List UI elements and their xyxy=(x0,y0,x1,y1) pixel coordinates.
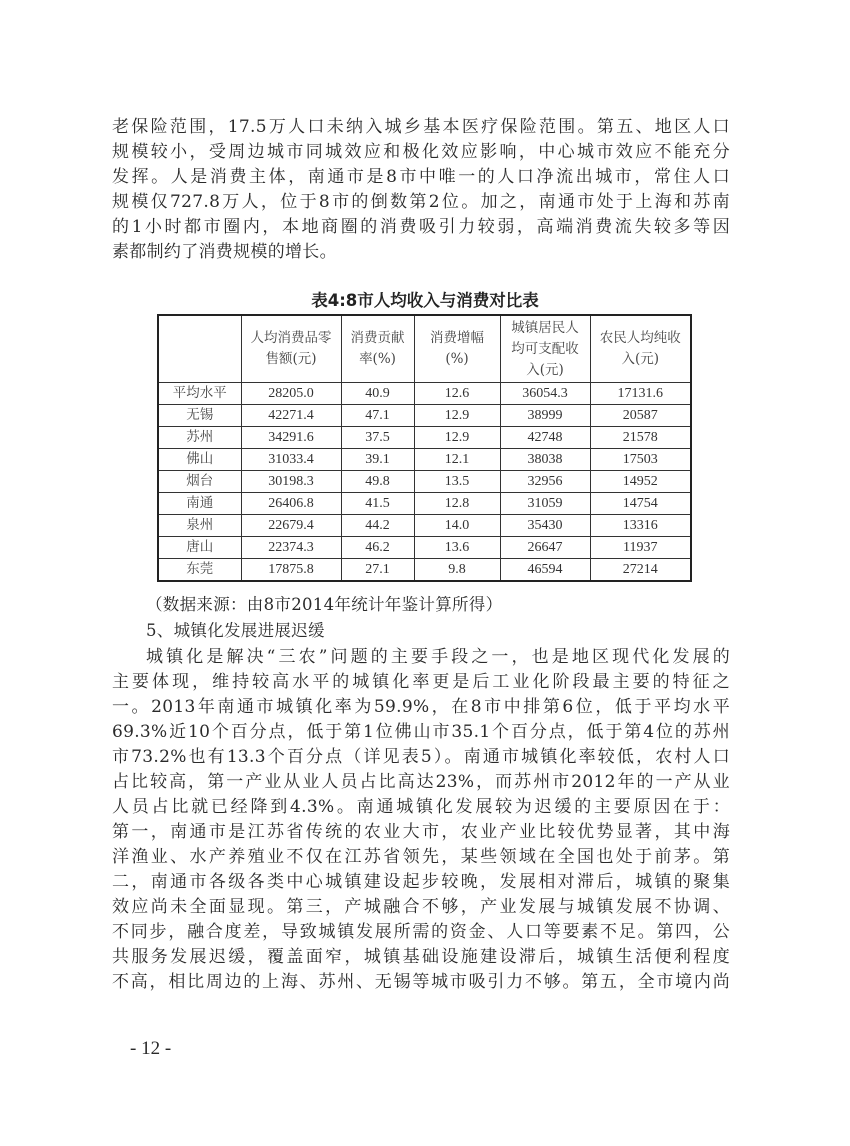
column-header-line: 入(元) xyxy=(621,351,660,367)
table-row xyxy=(158,449,691,471)
text-line: 占比较高，第一产业从业人员占比高达23%，而苏州市2012年的一产从业 xyxy=(112,772,730,792)
page-number: - 12 - xyxy=(130,1038,172,1059)
column-header-line: 农民人均纯收 xyxy=(599,330,681,346)
table-cell: 38999 xyxy=(500,405,590,427)
column-header-line: 城镇居民人 xyxy=(511,319,579,336)
table-header-row xyxy=(158,315,691,383)
column-header xyxy=(590,315,691,383)
row-label: 佛山 xyxy=(158,449,241,471)
comparison-table xyxy=(157,314,692,582)
table-row xyxy=(158,471,691,493)
text-line: 规模较小，受周边城市同城效应和极化效应影响，中心城市效应不能充分 xyxy=(112,142,730,162)
paragraph-top xyxy=(112,115,730,265)
table-cell: 32956 xyxy=(500,471,590,493)
text-line: 洋渔业、水产养殖业不仅在江苏省领先，某些领域在全国也处于前茅。第 xyxy=(112,847,730,867)
text-line: 规模仅727.8万人，位于8市的倒数第2位。加之，南通市处于上海和苏南 xyxy=(112,192,730,212)
table-source-note: （数据来源：由8市2014年统计年鉴计算所得） xyxy=(146,595,503,614)
column-header xyxy=(341,315,414,383)
table-cell: 12.9 xyxy=(414,405,500,427)
text-line: 二，南通市各级各类中心城镇建设起步较晚，发展相对滞后，城镇的聚集 xyxy=(112,872,730,892)
row-label: 烟台 xyxy=(158,471,241,493)
text-line: 效应尚未全面显现。第三，产城融合不够，产业发展与城镇发展不协调、 xyxy=(112,897,730,917)
table-cell: 12.9 xyxy=(414,427,500,449)
table-cell: 38038 xyxy=(500,449,590,471)
table-cell: 12.6 xyxy=(414,383,500,405)
row-label: 泉州 xyxy=(158,515,241,537)
table-cell: 31059 xyxy=(500,493,590,515)
text-line: 城镇化是解决“三农”问题的主要手段之一，也是地区现代化发展的 xyxy=(146,647,730,667)
table-cell: 22374.3 xyxy=(241,537,341,559)
text-line: 主要体现，维持较高水平的城镇化率更是后工业化阶段最主要的特征之 xyxy=(112,672,730,692)
column-header-line: 消费贡献 xyxy=(350,330,405,346)
table-cell: 11937 xyxy=(590,537,691,559)
text-line: 一。2013年南通市城镇化率为59.9%，在8市中排第6位，低于平均水平 xyxy=(112,697,730,717)
paragraph-main xyxy=(112,645,730,995)
row-label: 东莞 xyxy=(158,559,241,582)
row-label: 平均水平 xyxy=(158,383,241,405)
section-heading: 5、城镇化发展进展迟缓 xyxy=(146,621,325,640)
table-cell: 35430 xyxy=(500,515,590,537)
table-row xyxy=(158,427,691,449)
table-cell: 44.2 xyxy=(341,515,414,537)
table-cell: 22679.4 xyxy=(241,515,341,537)
table-cell: 36054.3 xyxy=(500,383,590,405)
table-cell: 13316 xyxy=(590,515,691,537)
table-cell: 17131.6 xyxy=(590,383,691,405)
column-header-line: (%) xyxy=(445,351,469,367)
table-cell: 21578 xyxy=(590,427,691,449)
table-cell: 27.1 xyxy=(341,559,414,582)
text-line: 素都制约了消费规模的增长。 xyxy=(112,242,337,262)
table-cell: 14952 xyxy=(590,471,691,493)
table-row xyxy=(158,405,691,427)
table-cell: 14754 xyxy=(590,493,691,515)
column-header-line: 售额(元) xyxy=(265,351,317,367)
text-line: 市73.2%也有13.3个百分点（详见表5）。南通市城镇化率较低，农村人口 xyxy=(112,747,730,767)
table-row xyxy=(158,493,691,515)
column-header-line: 率(%) xyxy=(359,351,396,367)
text-line: 人员占比就已经降到4.3%。南通城镇化发展较为迟缓的主要原因在于： xyxy=(112,797,730,817)
table-cell: 41.5 xyxy=(341,493,414,515)
table-cell: 20587 xyxy=(590,405,691,427)
table-cell: 49.8 xyxy=(341,471,414,493)
row-label: 无锡 xyxy=(158,405,241,427)
table-cell: 34291.6 xyxy=(241,427,341,449)
column-header xyxy=(241,315,341,383)
text-line: 发挥。人是消费主体，南通市是8市中唯一的人口净流出城市，常住人口 xyxy=(112,167,730,187)
text-line: 的1小时都市圈内，本地商圈的消费吸引力较弱，高端消费流失较多等因 xyxy=(112,217,730,237)
table-cell: 14.0 xyxy=(414,515,500,537)
table-cell: 27214 xyxy=(590,559,691,582)
table-cell: 40.9 xyxy=(341,383,414,405)
table-cell: 37.5 xyxy=(341,427,414,449)
text-line: 不高，相比周边的上海、苏州、无锡等城市吸引力不够。第五，全市境内尚 xyxy=(112,972,730,992)
table-cell: 42748 xyxy=(500,427,590,449)
column-header xyxy=(158,315,241,383)
table-cell: 12.8 xyxy=(414,493,500,515)
column-header-line: 消费增幅 xyxy=(430,330,484,346)
row-label: 唐山 xyxy=(158,537,241,559)
table-cell: 13.5 xyxy=(414,471,500,493)
text-line: 69.3%近10个百分点，低于第1位佛山市35.1个百分点，低于第4位的苏州 xyxy=(112,722,730,742)
table-row xyxy=(158,559,691,582)
column-header xyxy=(414,315,500,383)
table-caption: 表4:8市人均收入与消费对比表 xyxy=(311,291,539,310)
column-header-line: 均可支配收 xyxy=(511,340,579,357)
table-cell: 46.2 xyxy=(341,537,414,559)
table-cell: 12.1 xyxy=(414,449,500,471)
table-row xyxy=(158,537,691,559)
table-cell: 47.1 xyxy=(341,405,414,427)
table-cell: 17503 xyxy=(590,449,691,471)
column-header-line: 入(元) xyxy=(526,361,564,378)
table-cell: 26406.8 xyxy=(241,493,341,515)
table-cell: 30198.3 xyxy=(241,471,341,493)
text-line: 不同步，融合度差，导致城镇发展所需的资金、人口等要素不足。第四，公 xyxy=(112,922,730,942)
table-row xyxy=(158,383,691,405)
column-header xyxy=(500,315,590,383)
text-line: 老保险范围，17.5万人口未纳入城乡基本医疗保险范围。第五、地区人口 xyxy=(112,117,730,137)
text-line: 第一，南通市是江苏省传统的农业大市，农业产业比较优势显著，其中海 xyxy=(112,822,730,842)
table-cell: 39.1 xyxy=(341,449,414,471)
row-label: 苏州 xyxy=(158,427,241,449)
row-label: 南通 xyxy=(158,493,241,515)
table-row xyxy=(158,515,691,537)
column-header-line: 人均消费品零 xyxy=(250,330,332,346)
table-cell: 28205.0 xyxy=(241,383,341,405)
table-cell: 46594 xyxy=(500,559,590,582)
table-cell: 26647 xyxy=(500,537,590,559)
table-cell: 31033.4 xyxy=(241,449,341,471)
table-cell: 42271.4 xyxy=(241,405,341,427)
table-cell: 9.8 xyxy=(414,559,500,582)
table-cell: 17875.8 xyxy=(241,559,341,582)
text-line: 共服务发展迟缓，覆盖面窄，城镇基础设施建设滞后，城镇生活便利程度 xyxy=(112,947,730,967)
table-cell: 13.6 xyxy=(414,537,500,559)
